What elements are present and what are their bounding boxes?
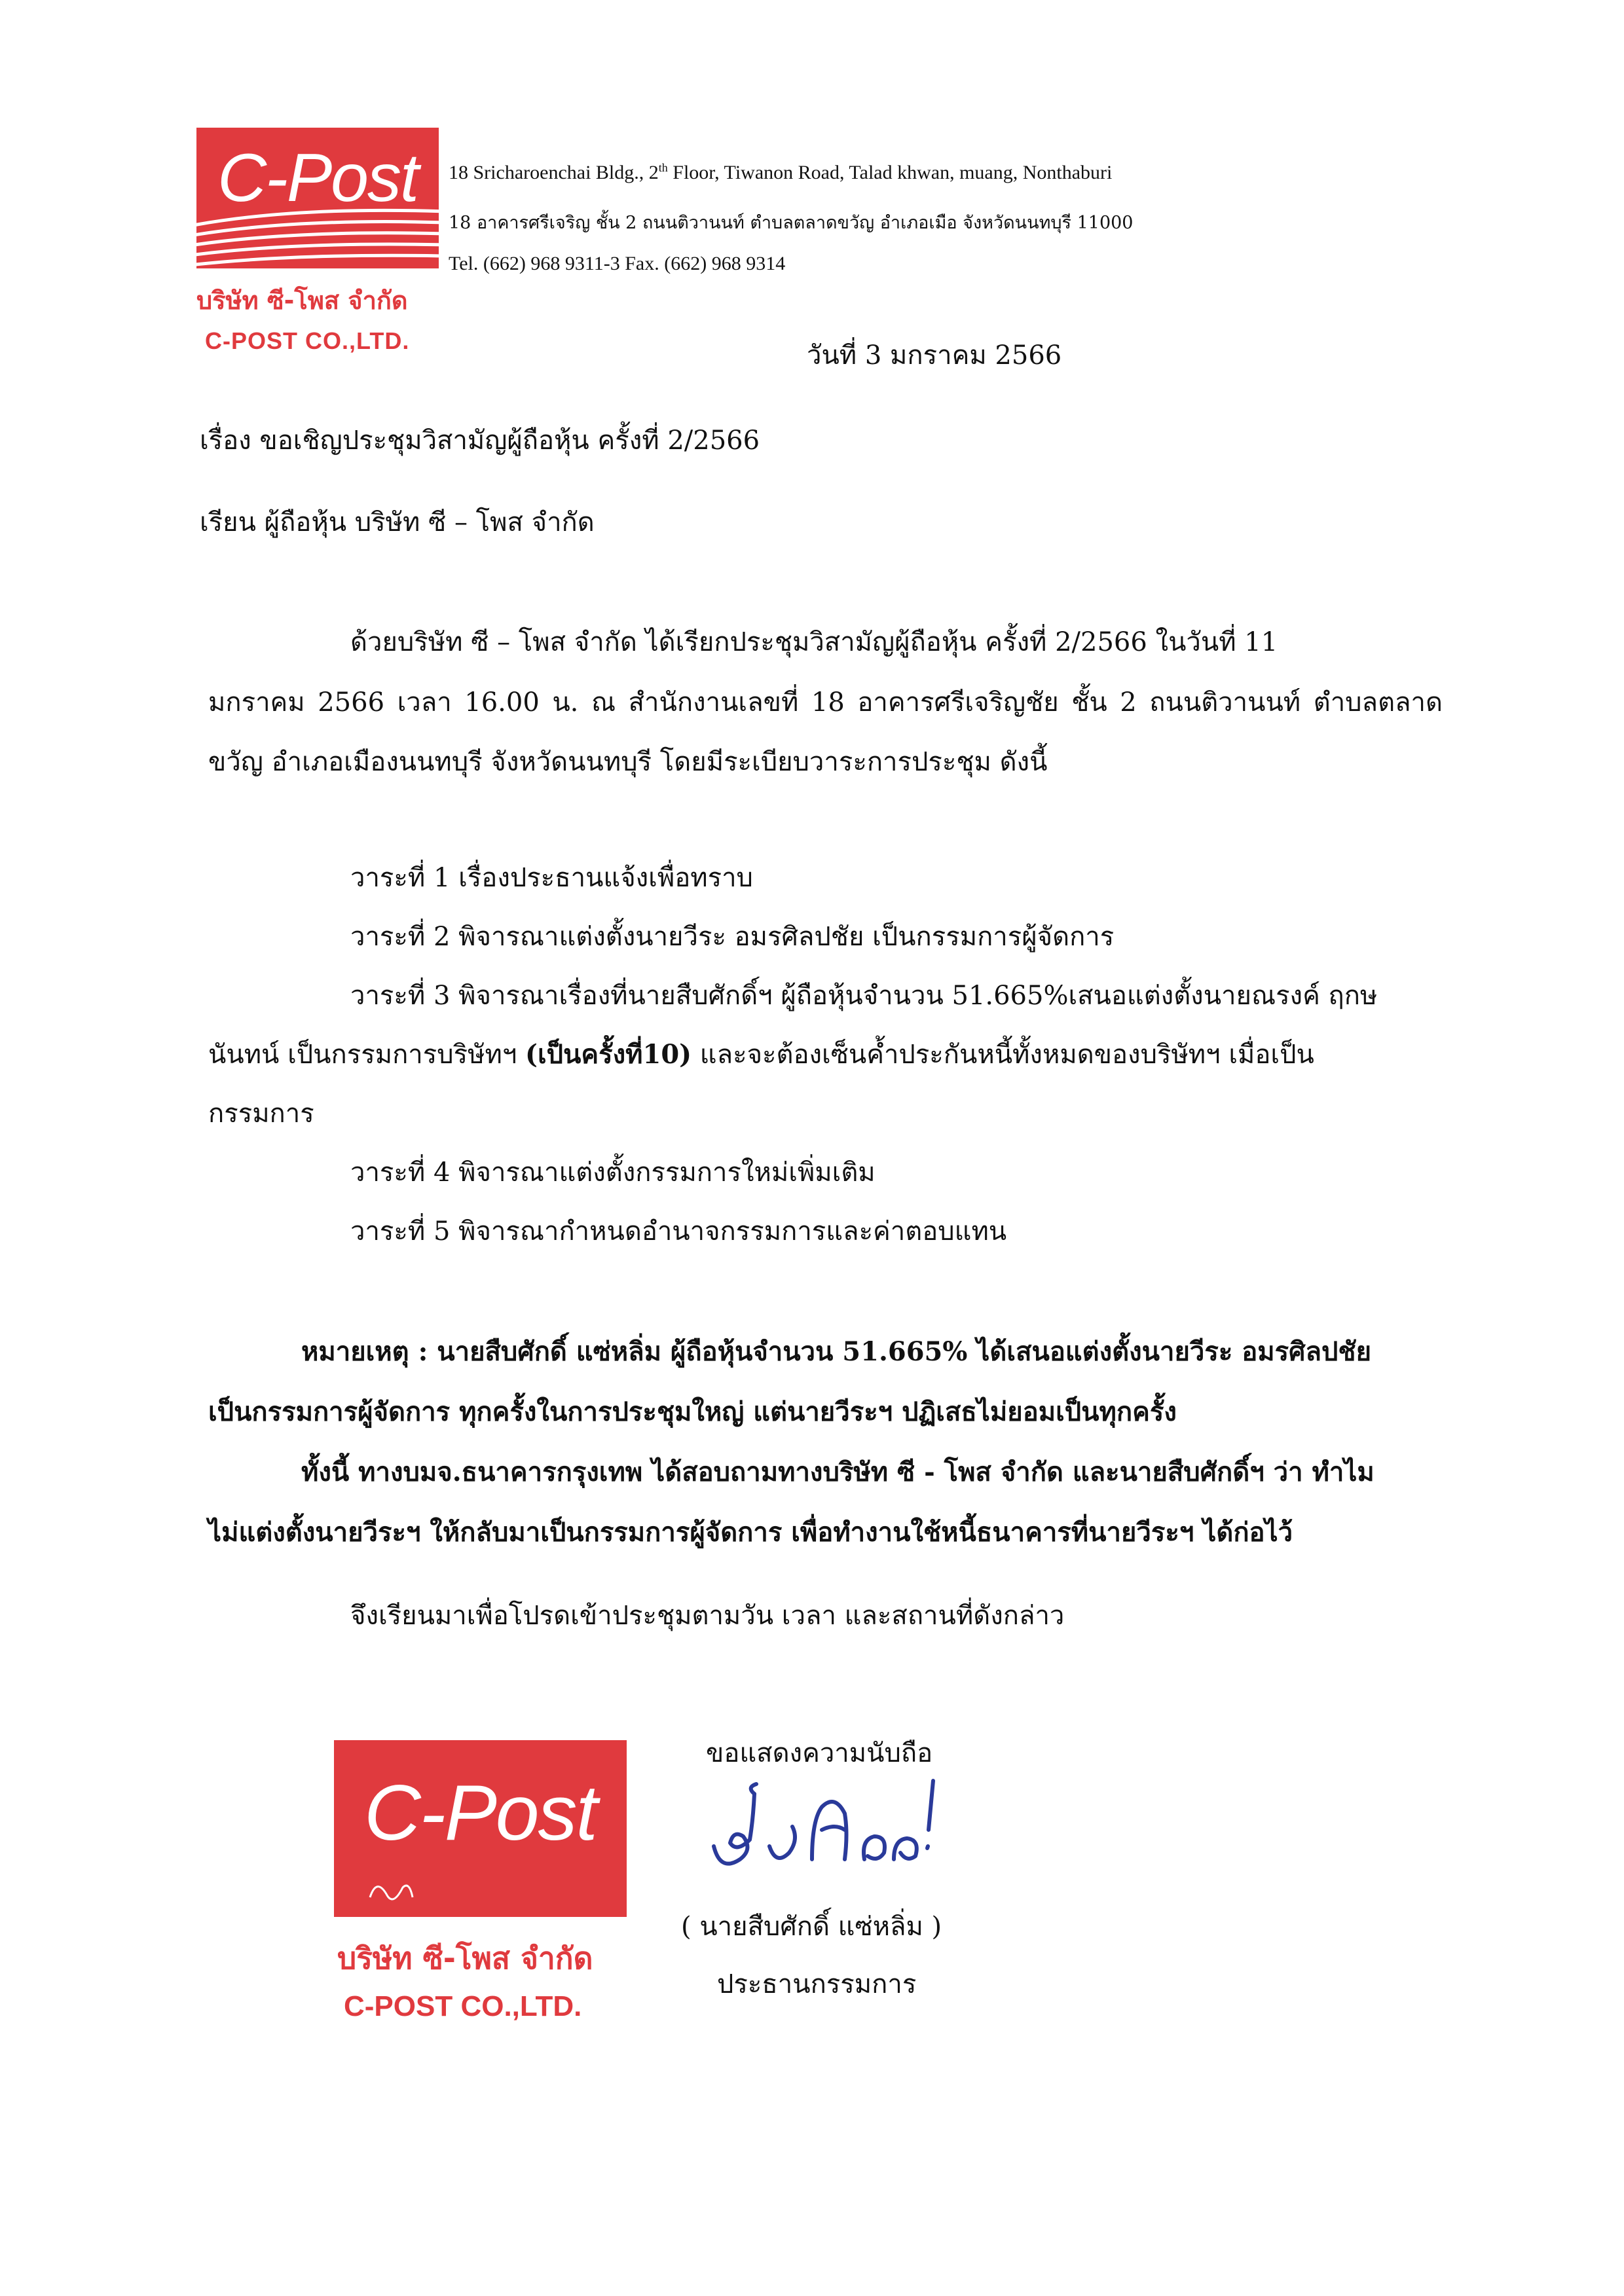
intro-line-3: ขวัญ อำเภอเมืองนนทบุรี จังหวัดนนทบุรี โดยมีระเบียบวาระการประชุม ดังนี้ bbox=[208, 747, 1048, 777]
agenda-item-3-text-a: นันทน์ เป็นกรรมการบริษัทฯ bbox=[208, 1040, 526, 1070]
stamp-company-name-english: C-POST CO.,LTD. bbox=[344, 1990, 582, 2022]
agenda-item-2: วาระที่ 2 พิจารณาแต่งตั้งนายวีระ อมรศิลปชัย เป็นกรรมการผู้จัดการ bbox=[350, 922, 1115, 952]
agenda-item-3-line-1: วาระที่ 3 พิจารณาเรื่องที่นายสืบศักดิ์ฯ ผู้ถือหุ้นจำนวน 51.665%เสนอแต่งตั้งนายณรงค์ ฤกษ bbox=[350, 981, 1378, 1011]
stamp-company-name-thai: บริษัท ซี-โพส จำกัด bbox=[337, 1941, 593, 1976]
agenda-item-3-text-b: และจะต้องเซ็นค้ำประกันหนี้ทั้งหมดของบริษัทฯ เมื่อเป็น bbox=[692, 1040, 1314, 1070]
intro-line-1: ด้วยบริษัท ซี – โพส จำกัด ได้เรียกประชุมวิสามัญผู้ถือหุ้น ครั้งที่ 2/2566 ในวันที่ 11 bbox=[350, 627, 1278, 657]
remark-line-3: ทั้งนี้ ทางบมจ.ธนาคารกรุงเทพ ได้สอบถามทางบริษัท ซี - โพส จำกัด และนายสืบศักดิ์ฯ ว่า ทำไม bbox=[301, 1457, 1375, 1487]
agenda-item-3-line-3: กรรมการ bbox=[208, 1099, 314, 1129]
company-logo bbox=[196, 128, 439, 268]
signatory-position: ประธานกรรมการ bbox=[717, 1969, 917, 1999]
address-thai: 18 อาคารศรีเจริญ ชั้น 2 ถนนติวานนท์ ตำบลตลาดขวัญ อำเภอเมือ จังหวัดนนทบุรี 11000 bbox=[449, 213, 1134, 233]
signatory-name: ( นายสืบศักดิ์ แซ่หลิ่ม ) bbox=[681, 1912, 942, 1942]
address-english-part1: 18 Sricharoenchai Bldg., 2 bbox=[449, 162, 659, 183]
letter-subject: เรื่อง ขอเชิญประชุมวิสามัญผู้ถือหุ้น ครั้งที่ 2/2566 bbox=[200, 426, 760, 456]
address-english-part2: Floor, Tiwanon Road, Talad khwan, muang, Nonthaburi bbox=[667, 162, 1113, 183]
regards-text: ขอแสดงความนับถือ bbox=[706, 1738, 933, 1768]
company-name-thai: บริษัท ซี-โพส จำกัด bbox=[196, 286, 408, 315]
company-name-english: C-POST CO.,LTD. bbox=[205, 327, 410, 354]
agenda-item-5: วาระที่ 5 พิจารณากำหนดอำนาจกรรมการและค่าตอบแทน bbox=[350, 1216, 1007, 1247]
stamp-wordmark: C-Post bbox=[364, 1769, 597, 1857]
letter-recipient: เรียน ผู้ถือหุ้น บริษัท ซี – โพส จำกัด bbox=[200, 507, 595, 538]
remark-line-1: หมายเหตุ : นายสืบศักดิ์ แซ่หลิ่ม ผู้ถือหุ้นจำนวน 51.665% ได้เสนอแต่งตั้งนายวีระ อมรศิลปชัย bbox=[301, 1336, 1372, 1367]
company-stamp bbox=[334, 1740, 627, 1917]
letter-date: วันที่ 3 มกราคม 2566 bbox=[807, 340, 1062, 371]
stamp-initial-icon bbox=[367, 1871, 419, 1910]
agenda-item-4: วาระที่ 4 พิจารณาแต่งตั้งกรรมการใหม่เพิ่มเติม bbox=[350, 1157, 876, 1188]
closing-sentence: จึงเรียนมาเพื่อโปรดเข้าประชุมตามวัน เวลา และสถานที่ดังกล่าว bbox=[350, 1601, 1065, 1631]
remark-line-2: เป็นกรรมการผู้จัดการ ทุกครั้งในการประชุมใหญ่ แต่นายวีระฯ ปฏิเสธไม่ยอมเป็นทุกครั้ง bbox=[208, 1396, 1177, 1427]
address-english bbox=[449, 161, 1112, 184]
address-english-sup: th bbox=[658, 161, 668, 174]
handwritten-signature-icon bbox=[707, 1768, 943, 1879]
agenda-item-1: วาระที่ 1 เรื่องประธานแจ้งเพื่อทราบ bbox=[350, 863, 753, 893]
agenda-item-3-emphasis: (เป็นครั้งที่10) bbox=[525, 1039, 692, 1070]
agenda-item-3-line-2 bbox=[208, 1033, 1443, 1075]
logo-wordmark: C-Post bbox=[217, 140, 418, 216]
remark-line-4: ไม่แต่งตั้งนายวีระฯ ให้กลับมาเป็นกรรมการผู้จัดการ เพื่อทำงานใช้หนี้ธนาคารที่นายวีระฯ ได้ก่อไว้ bbox=[208, 1517, 1293, 1548]
contact-numbers: Tel. (662) 968 9311-3 Fax. (662) 968 9314 bbox=[449, 253, 786, 274]
intro-line-2: มกราคม 2566 เวลา 16.00 น. ณ สำนักงานเลขที่ 18 อาคารศรีเจริญชัย ชั้น 2 ถนนติวานนท์ ตำบลตลาด bbox=[208, 687, 1443, 718]
